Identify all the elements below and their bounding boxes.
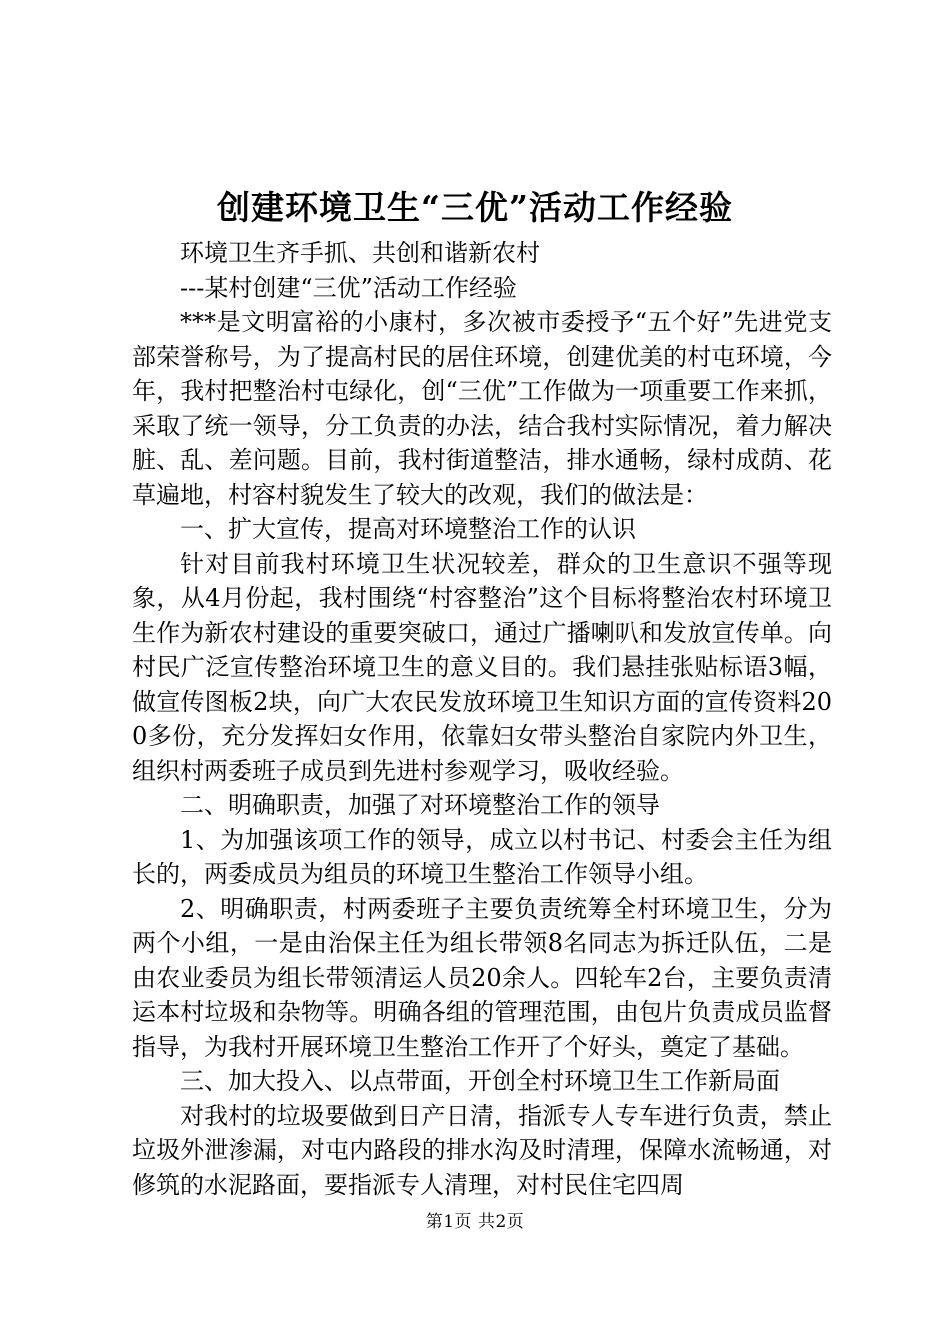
document-body — [132, 236, 832, 1202]
body-paragraph: ***是文明富裕的小康村，多次被市委授予“五个好”先进党支部荣誉称号，为了提高村民的居住环境，创建优美的村屯环境，今年，我村把整治村屯绿化，创“三优”工作做为一项重要工作来抓，采取了统一领导，分工负责的办法，结合我村实际情况，着力解决脏、乱、差问题。目前，我村街道整洁，排水通畅，绿村成荫、花草遍地，村容村貌发生了较大的改观，我们的做法是： — [132, 308, 832, 509]
section-heading: 二、明确职责，加强了对环境整治工作的领导 — [180, 791, 660, 819]
subtitle-line: ---某村创建“三优”活动工作经验 — [180, 273, 517, 302]
section-heading: 三、加大投入、以点带面，开创全村环境卫生工作新局面 — [180, 1067, 780, 1095]
section-heading: 一、扩大宣传，提高对环境整治工作的认识 — [180, 515, 636, 543]
body-paragraph: 针对目前我村环境卫生状况较差，群众的卫生意识不强等现象，从4月份起，我村围绕“村容整治”这个目标将整治农村环境卫生作为新农村建设的重要突破口，通过广播喇叭和发放宣传单。向村民广泛宣传整治环境卫生的意义目的。我们悬挂张贴标语3幅，做宣传图板2块，向广大农民发放环境卫生知识方面的宣传资料200多份，充分发挥妇女作用，依靠妇女带头整治自家院内外卫生，组织村两委班子成员到先进村参观学习，吸收经验。 — [132, 549, 832, 785]
body-paragraph: 1、为加强该项工作的领导，成立以村书记、村委会主任为组长的，两委成员为组员的环境卫生整治工作领导小组。 — [132, 825, 832, 888]
body-paragraph: 对我村的垃圾要做到日产日清，指派专人专车进行负责，禁止垃圾外泄渗漏，对屯内路段的排水沟及时清理，保障水流畅通，对修筑的水泥路面，要指派专人清理，对村民住宅四周 — [132, 1101, 832, 1199]
document-title: 创建环境卫生“三优”活动工作经验 — [217, 188, 733, 227]
page-footer: 第1页 共2页 — [425, 1212, 525, 1232]
subtitle-line: 环境卫生齐手抓、共创和谐新农村 — [180, 239, 540, 267]
body-paragraph: 2、明确职责，村两委班子主要负责统筹全村环境卫生，分为两个小组，一是由治保主任为组长带领8名同志为拆迁队伍，二是由农业委员为组长带领清运人员20余人。四轮车2台，主要负责清运本村垃圾和杂物等。明确各组的管理范围，由包片负责成员监督指导，为我村开展环境卫生整治工作开了个好头，奠定了基础。 — [132, 894, 832, 1061]
